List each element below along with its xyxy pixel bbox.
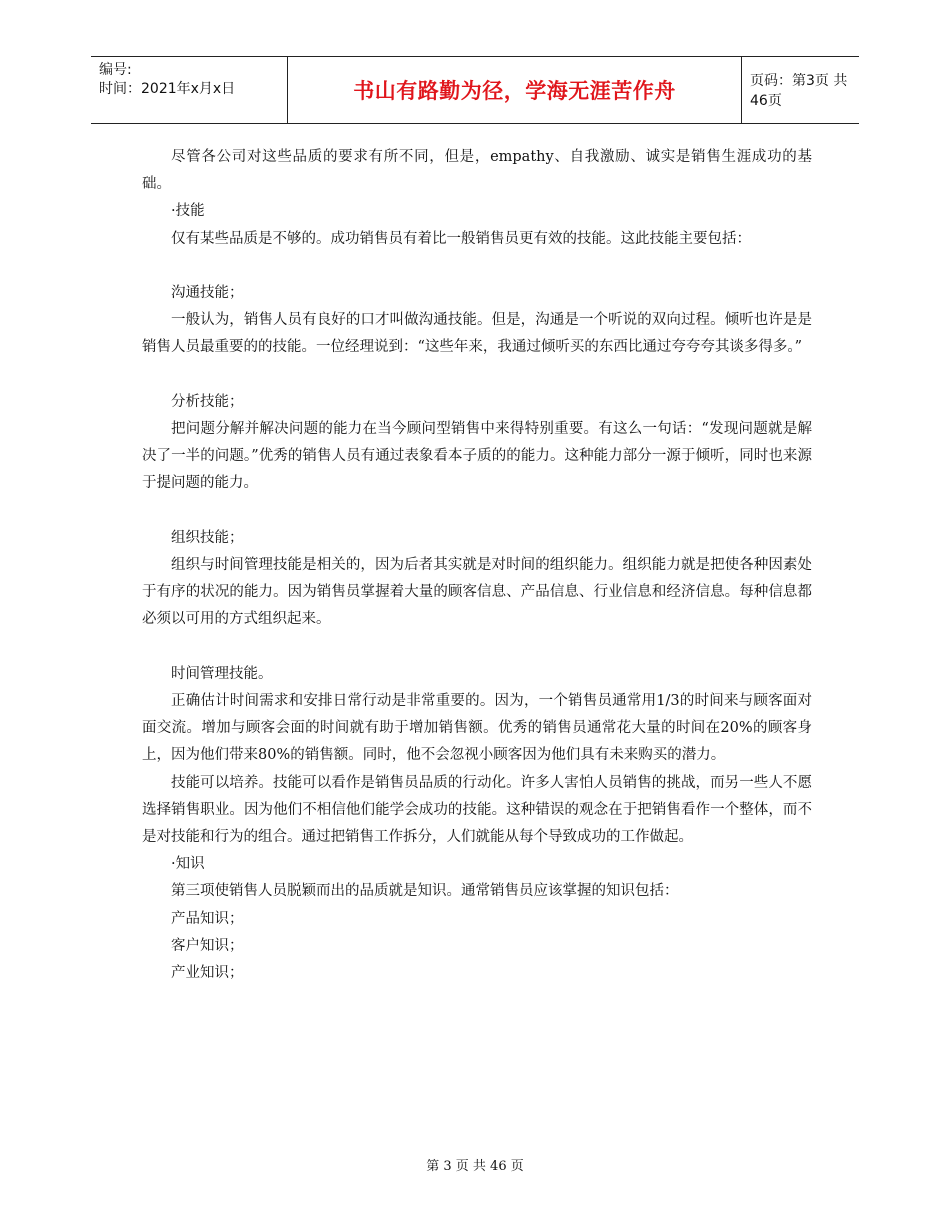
subheading-communication: 沟通技能； [171, 285, 244, 301]
header-motto: 书山有路勤为径，学海无涯苦作舟 [353, 79, 676, 103]
subheading-analysis: 分析技能； [171, 393, 244, 410]
paragraph: 技能可以培养。技能可以看作是销售员品质的行动化。许多人害怕人员销售的挑战，而另一些人不愿选择销售职业。因为他们不相信他们能学会成功的技能。这种错误的观念在于把销售看作一个整体，而不是对技能和行为的组合。通过把销售工作拆分，人们就能从每个导致成功的工作做起。 [142, 774, 812, 846]
spacer [142, 634, 812, 661]
page-footer: 第 3 页 共 46 页 [426, 1159, 524, 1174]
paragraph: 第三项使销售人员脱颖而出的品质就是知识。通常销售员应该掌握的知识包括： [171, 883, 679, 900]
spacer [142, 362, 812, 389]
paragraph: 把问题分解并解决问题的能力在当今顾问型销售中来得特别重要。有这么一句话：“发现问题就是解决了一半的问题。”优秀的销售人员有通过表象看本子质的的能力。这种能力部分一源于倾听，同时也来源于提问题的能力。 [142, 421, 812, 492]
subheading-organization: 组织技能； [171, 529, 244, 546]
list-item: 产品知识； [171, 910, 244, 927]
paragraph: 组织与时间管理技能是相关的，因为后者其实就是对时间的组织能力。组织能力就是把使各种因素处于有序的状况的能力。因为销售员掌握着大量的顾客信息、产品信息、行业信息和经济信息。每种信息都必须以可用的方式组织起来。 [142, 557, 812, 628]
document-time-label: 时间：2021年x月x日 [99, 81, 236, 97]
paragraph: 仅有某些品质是不够的。成功销售员有着比一般销售员更有效的技能。这此技能主要包括： [171, 230, 751, 247]
paragraph: 一般认为，销售人员有良好的口才叫做沟通技能。但是，沟通是一个听说的双向过程。倾听也许是是销售人员最重要的的技能。一位经理说到：“这些年来，我通过倾听买的东西比通过夸夸夸其谈多得多。” [142, 312, 812, 356]
list-item: 产业知识； [171, 965, 244, 982]
paragraph: 正确估计时间需求和安排日常行动是非常重要的。因为，一个销售员通常用1/3的时间来与顾客面对面交流。增加与顾客会面的时间就有助于增加销售额。优秀的销售员通常花大量的时间在20%的顾客身上，因为他们带来80%的销售额。同时，他不会忽视小顾客因为他们具有未来购买的潜力。 [142, 693, 812, 764]
header-meta [91, 57, 287, 123]
header-page-cell [742, 57, 859, 123]
page-header [91, 56, 859, 124]
list-item: 客户知识； [171, 937, 244, 954]
header-page-number: 页码：第3页 共46页 [750, 73, 848, 109]
spacer [142, 253, 812, 280]
spacer [142, 498, 812, 525]
document-body [142, 144, 812, 987]
subheading-time-management: 时间管理技能。 [171, 665, 273, 682]
paragraph: 尽管各公司对这些品质的要求有所不同，但是，empathy、自我激励、诚实是销售生涯成功的基础。 [142, 149, 812, 193]
section-heading-skills: ·技能 [171, 203, 205, 220]
header-motto-cell [287, 57, 742, 123]
section-heading-knowledge: ·知识 [171, 856, 205, 873]
document-number-label: 编号: [99, 62, 132, 78]
